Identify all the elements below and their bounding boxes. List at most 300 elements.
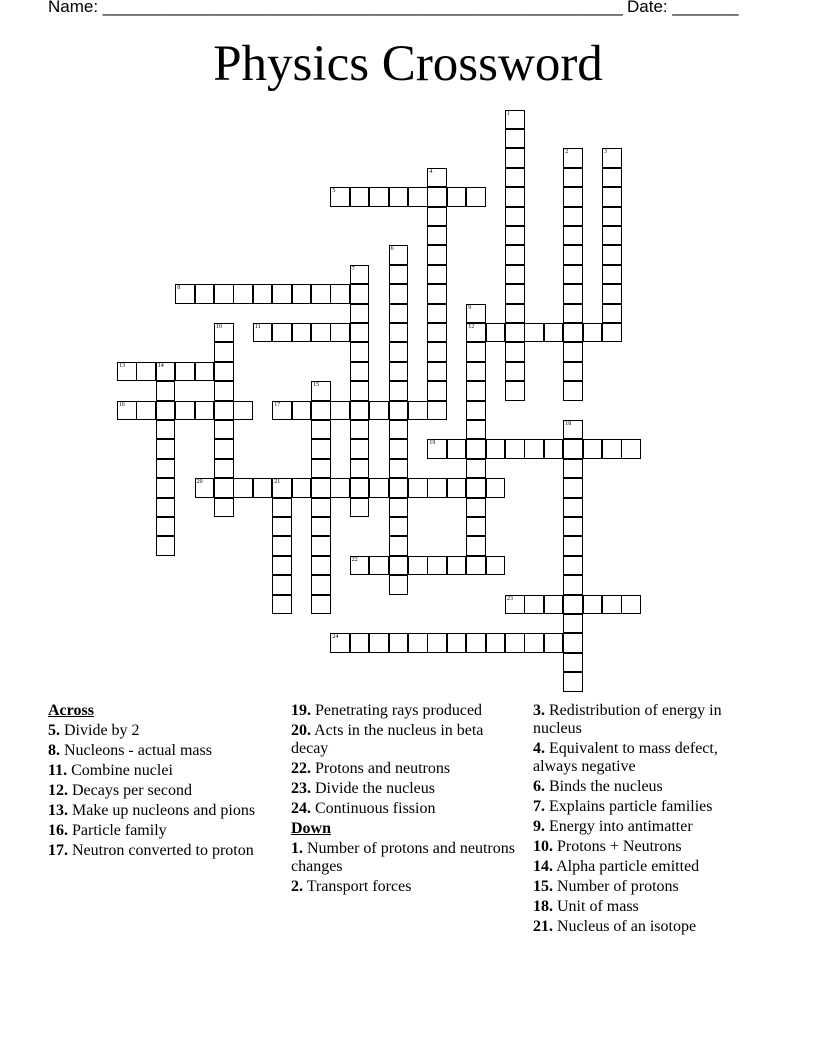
- grid-cell[interactable]: [602, 304, 622, 324]
- clue-number-label: 14: [157, 362, 164, 369]
- grid-cell[interactable]: [214, 284, 234, 304]
- clue-item: [533, 702, 758, 738]
- grid-cell[interactable]: [505, 323, 525, 343]
- grid-cell[interactable]: [563, 362, 583, 382]
- clue-text: Make up nucleons and pions: [68, 802, 256, 819]
- clue-item: [48, 762, 273, 780]
- grid-cell[interactable]: [563, 304, 583, 324]
- grid-cell[interactable]: [427, 381, 447, 401]
- grid-cell[interactable]: [389, 439, 409, 459]
- grid-cell[interactable]: [505, 129, 525, 149]
- grid-cell[interactable]: [117, 401, 137, 421]
- grid-cell[interactable]: [447, 439, 467, 459]
- grid-cell[interactable]: [563, 498, 583, 518]
- grid-cell[interactable]: [389, 323, 409, 343]
- grid-cell[interactable]: [621, 439, 641, 459]
- grid-cell[interactable]: [389, 265, 409, 285]
- clue-item: [533, 818, 758, 836]
- grid-cell[interactable]: [272, 478, 292, 498]
- clue-item: [291, 702, 516, 720]
- grid-cell[interactable]: [427, 187, 447, 207]
- grid-cell[interactable]: [389, 517, 409, 537]
- grid-cell[interactable]: [330, 187, 350, 207]
- grid-cell[interactable]: [602, 148, 622, 168]
- clue-number: 12.: [48, 782, 68, 799]
- clue-item: [291, 722, 516, 758]
- grid-cell[interactable]: [311, 556, 331, 576]
- grid-cell[interactable]: [427, 226, 447, 246]
- clue-item: [48, 822, 273, 840]
- grid-cell[interactable]: [602, 439, 622, 459]
- grid-cell[interactable]: [466, 459, 486, 479]
- grid-cell[interactable]: [292, 284, 312, 304]
- grid-cell[interactable]: [389, 459, 409, 479]
- clue-item: [291, 760, 516, 778]
- grid-cell[interactable]: [272, 284, 292, 304]
- grid-cell[interactable]: [156, 498, 176, 518]
- grid-cell[interactable]: [427, 207, 447, 227]
- grid-cell[interactable]: [583, 439, 603, 459]
- grid-cell[interactable]: [272, 323, 292, 343]
- clue-text: Acts in the nucleus in beta decay: [291, 722, 484, 757]
- grid-cell[interactable]: [272, 536, 292, 556]
- grid-cell[interactable]: [602, 207, 622, 227]
- grid-cell[interactable]: [253, 323, 273, 343]
- grid-cell[interactable]: [350, 187, 370, 207]
- grid-cell[interactable]: [505, 439, 525, 459]
- grid-cell[interactable]: [524, 323, 544, 343]
- grid-cell[interactable]: [350, 342, 370, 362]
- clue-number: 7.: [533, 798, 545, 815]
- grid-cell[interactable]: [195, 362, 215, 382]
- grid-cell[interactable]: [427, 304, 447, 324]
- grid-cell[interactable]: [505, 304, 525, 324]
- grid-cell[interactable]: [175, 284, 195, 304]
- grid-cell[interactable]: [175, 362, 195, 382]
- grid-cell[interactable]: [505, 595, 525, 615]
- grid-cell[interactable]: [563, 323, 583, 343]
- grid-cell[interactable]: [350, 439, 370, 459]
- grid-cell[interactable]: [602, 245, 622, 265]
- grid-cell[interactable]: [466, 401, 486, 421]
- grid-cell[interactable]: [466, 187, 486, 207]
- grid-cell[interactable]: [156, 420, 176, 440]
- grid-cell[interactable]: [505, 265, 525, 285]
- grid-cell[interactable]: [350, 401, 370, 421]
- clue-text: Protons and neutrons: [311, 760, 451, 777]
- grid-cell[interactable]: [447, 556, 467, 576]
- grid-cell[interactable]: [408, 401, 428, 421]
- grid-cell[interactable]: [233, 401, 253, 421]
- grid-cell[interactable]: [466, 362, 486, 382]
- grid-cell[interactable]: [427, 245, 447, 265]
- grid-cell[interactable]: [214, 439, 234, 459]
- grid-cell[interactable]: [505, 245, 525, 265]
- grid-cell[interactable]: [563, 575, 583, 595]
- grid-cell[interactable]: [563, 226, 583, 246]
- grid-cell[interactable]: [350, 304, 370, 324]
- grid-cell[interactable]: [214, 420, 234, 440]
- grid-cell[interactable]: [505, 168, 525, 188]
- clue-number-label: 7: [351, 265, 355, 272]
- grid-cell[interactable]: [563, 595, 583, 615]
- grid-cell[interactable]: [563, 381, 583, 401]
- clue-text: Redistribution of energy in nucleus: [533, 702, 722, 737]
- grid-cell[interactable]: [602, 265, 622, 285]
- grid-cell[interactable]: [350, 556, 370, 576]
- grid-cell[interactable]: [156, 381, 176, 401]
- grid-cell[interactable]: [350, 362, 370, 382]
- grid-cell[interactable]: [563, 439, 583, 459]
- grid-cell[interactable]: [311, 536, 331, 556]
- grid-cell[interactable]: [544, 633, 564, 653]
- grid-cell[interactable]: [330, 323, 350, 343]
- clue-number-label: 9: [468, 304, 472, 311]
- clue-column-3: [533, 702, 758, 938]
- clue-number-label: 17: [274, 401, 281, 408]
- grid-cell[interactable]: [389, 362, 409, 382]
- clue-number: 2.: [291, 878, 303, 895]
- clue-number-label: 8: [177, 285, 181, 292]
- grid-cell[interactable]: [156, 517, 176, 537]
- grid-cell[interactable]: [389, 536, 409, 556]
- clue-number-label: 1: [507, 110, 510, 117]
- grid-cell[interactable]: [427, 633, 447, 653]
- grid-cell[interactable]: [389, 633, 409, 653]
- grid-cell[interactable]: [311, 323, 331, 343]
- grid-cell[interactable]: [602, 323, 622, 343]
- grid-cell[interactable]: [330, 284, 350, 304]
- grid-cell[interactable]: [524, 633, 544, 653]
- clue-number: 23.: [291, 780, 311, 797]
- grid-cell[interactable]: [447, 187, 467, 207]
- grid-cell[interactable]: [544, 439, 564, 459]
- grid-cell[interactable]: [389, 342, 409, 362]
- clue-number-label: 2: [565, 149, 569, 156]
- clue-number: 13.: [48, 802, 68, 819]
- grid-cell[interactable]: [311, 595, 331, 615]
- clue-item: [291, 800, 516, 818]
- clue-number: 24.: [291, 800, 311, 817]
- grid-cell[interactable]: [544, 595, 564, 615]
- grid-cell[interactable]: [486, 556, 506, 576]
- grid-cell[interactable]: [563, 342, 583, 362]
- grid-cell[interactable]: [389, 556, 409, 576]
- grid-cell[interactable]: [272, 517, 292, 537]
- clue-number-label: 6: [390, 246, 394, 253]
- grid-cell[interactable]: [389, 304, 409, 324]
- grid-cell[interactable]: [466, 420, 486, 440]
- clue-number: 15.: [533, 878, 553, 895]
- clue-item: [533, 918, 758, 936]
- grid-cell[interactable]: [486, 478, 506, 498]
- clue-text: Number of protons and neutrons changes: [291, 840, 515, 875]
- grid-cell[interactable]: [621, 595, 641, 615]
- grid-cell[interactable]: [563, 614, 583, 634]
- grid-cell[interactable]: [583, 595, 603, 615]
- grid-cell[interactable]: [563, 420, 583, 440]
- grid-cell[interactable]: [563, 265, 583, 285]
- grid-cell[interactable]: [466, 633, 486, 653]
- grid-cell[interactable]: [350, 478, 370, 498]
- clue-text: Explains particle families: [545, 798, 713, 815]
- grid-cell[interactable]: [544, 323, 564, 343]
- grid-cell[interactable]: [350, 459, 370, 479]
- grid-cell[interactable]: [136, 362, 156, 382]
- grid-cell[interactable]: [563, 207, 583, 227]
- clue-number: 17.: [48, 842, 68, 859]
- grid-cell[interactable]: [311, 459, 331, 479]
- grid-cell[interactable]: [369, 556, 389, 576]
- grid-cell[interactable]: [292, 401, 312, 421]
- grid-cell[interactable]: [350, 265, 370, 285]
- grid-cell[interactable]: [486, 323, 506, 343]
- grid-cell[interactable]: [524, 439, 544, 459]
- grid-cell[interactable]: [563, 653, 583, 673]
- grid-cell[interactable]: [408, 478, 428, 498]
- grid-cell[interactable]: [505, 284, 525, 304]
- grid-cell[interactable]: [389, 575, 409, 595]
- grid-cell[interactable]: [311, 575, 331, 595]
- grid-cell[interactable]: [253, 284, 273, 304]
- clue-number: 6.: [533, 778, 545, 795]
- grid-cell[interactable]: [389, 381, 409, 401]
- grid-cell[interactable]: [156, 478, 176, 498]
- grid-cell[interactable]: [350, 284, 370, 304]
- grid-cell[interactable]: [233, 478, 253, 498]
- grid-cell[interactable]: [602, 187, 622, 207]
- clue-item: [48, 802, 273, 820]
- grid-cell[interactable]: [195, 401, 215, 421]
- clue-text: Protons + Neutrons: [553, 838, 682, 855]
- grid-cell[interactable]: [505, 362, 525, 382]
- grid-cell[interactable]: [369, 187, 389, 207]
- clue-item: [533, 838, 758, 856]
- clue-text: Transport forces: [303, 878, 412, 895]
- grid-cell[interactable]: [389, 284, 409, 304]
- grid-cell[interactable]: [156, 536, 176, 556]
- grid-cell[interactable]: [427, 265, 447, 285]
- grid-cell[interactable]: [389, 420, 409, 440]
- grid-cell[interactable]: [563, 556, 583, 576]
- grid-cell[interactable]: [350, 633, 370, 653]
- clue-number-label: 23: [507, 595, 513, 602]
- grid-cell[interactable]: [563, 459, 583, 479]
- clue-number: 18.: [533, 898, 553, 915]
- date-field[interactable]: Date: _______: [627, 0, 739, 16]
- clue-number-label: 20: [196, 479, 203, 486]
- grid-cell[interactable]: [505, 381, 525, 401]
- grid-cell[interactable]: [272, 498, 292, 518]
- grid-cell[interactable]: [427, 284, 447, 304]
- clue-text: Nucleons - actual mass: [60, 742, 212, 759]
- grid-cell[interactable]: [214, 478, 234, 498]
- grid-cell[interactable]: [311, 420, 331, 440]
- clue-number: 14.: [533, 858, 553, 875]
- grid-cell[interactable]: [427, 168, 447, 188]
- clue-number-label: 24: [332, 634, 339, 641]
- grid-cell[interactable]: [602, 284, 622, 304]
- grid-cell[interactable]: [389, 478, 409, 498]
- grid-cell[interactable]: [563, 284, 583, 304]
- grid-cell[interactable]: [602, 168, 622, 188]
- grid-cell[interactable]: [427, 439, 447, 459]
- grid-cell[interactable]: [214, 362, 234, 382]
- grid-cell[interactable]: [466, 439, 486, 459]
- grid-cell[interactable]: [466, 556, 486, 576]
- grid-cell[interactable]: [389, 187, 409, 207]
- grid-cell[interactable]: [311, 517, 331, 537]
- grid-cell[interactable]: [505, 633, 525, 653]
- grid-cell[interactable]: [156, 362, 176, 382]
- grid-cell[interactable]: [350, 498, 370, 518]
- grid-cell[interactable]: [563, 536, 583, 556]
- grid-cell[interactable]: [427, 478, 447, 498]
- grid-cell[interactable]: [214, 401, 234, 421]
- grid-cell[interactable]: [214, 323, 234, 343]
- grid-cell[interactable]: [311, 498, 331, 518]
- grid-cell[interactable]: [563, 517, 583, 537]
- grid-cell[interactable]: [427, 362, 447, 382]
- grid-cell[interactable]: [350, 323, 370, 343]
- grid-cell[interactable]: [311, 401, 331, 421]
- grid-cell[interactable]: [563, 148, 583, 168]
- grid-cell[interactable]: [505, 207, 525, 227]
- clue-number: 22.: [291, 760, 311, 777]
- grid-cell[interactable]: [447, 633, 467, 653]
- grid-cell[interactable]: [466, 478, 486, 498]
- clue-item: [533, 878, 758, 896]
- grid-cell[interactable]: [389, 498, 409, 518]
- grid-cell[interactable]: [117, 362, 137, 382]
- grid-cell[interactable]: [563, 245, 583, 265]
- grid-cell[interactable]: [272, 401, 292, 421]
- clue-item: [533, 778, 758, 796]
- clue-text: Continuous fission: [311, 800, 436, 817]
- clue-number: 19.: [291, 702, 311, 719]
- grid-cell[interactable]: [330, 478, 350, 498]
- clue-number-label: 15: [313, 382, 319, 389]
- clue-text: Nucleus of an isotope: [553, 918, 697, 935]
- grid-cell[interactable]: [563, 672, 583, 692]
- clue-heading: Down: [291, 820, 332, 837]
- grid-cell[interactable]: [350, 381, 370, 401]
- grid-cell[interactable]: [466, 536, 486, 556]
- grid-cell[interactable]: [563, 187, 583, 207]
- grid-cell[interactable]: [466, 342, 486, 362]
- grid-cell[interactable]: [602, 595, 622, 615]
- grid-cell[interactable]: [311, 478, 331, 498]
- clue-text: Penetrating rays produced: [311, 702, 483, 719]
- grid-cell[interactable]: [427, 401, 447, 421]
- clue-number-label: 10: [216, 323, 222, 330]
- grid-cell[interactable]: [563, 633, 583, 653]
- clue-number: 3.: [533, 702, 545, 719]
- grid-cell[interactable]: [563, 168, 583, 188]
- grid-cell[interactable]: [389, 245, 409, 265]
- grid-cell[interactable]: [311, 439, 331, 459]
- grid-cell[interactable]: [233, 284, 253, 304]
- grid-cell[interactable]: [214, 459, 234, 479]
- clue-text: Decays per second: [68, 782, 192, 799]
- grid-cell[interactable]: [369, 633, 389, 653]
- grid-cell[interactable]: [214, 342, 234, 362]
- grid-cell[interactable]: [505, 148, 525, 168]
- name-field[interactable]: Name: _______________________________________________________: [48, 0, 623, 16]
- grid-cell[interactable]: [427, 342, 447, 362]
- grid-cell[interactable]: [466, 381, 486, 401]
- grid-cell[interactable]: [156, 439, 176, 459]
- grid-cell[interactable]: [195, 284, 215, 304]
- clue-text: Binds the nucleus: [545, 778, 663, 795]
- grid-cell[interactable]: [195, 478, 215, 498]
- clue-number-label: 13: [119, 362, 125, 369]
- grid-cell[interactable]: [311, 284, 331, 304]
- clue-item: [48, 742, 273, 760]
- grid-cell[interactable]: [292, 323, 312, 343]
- grid-cell[interactable]: [602, 226, 622, 246]
- grid-cell[interactable]: [486, 633, 506, 653]
- clue-number: 10.: [533, 838, 553, 855]
- grid-cell[interactable]: [408, 556, 428, 576]
- clue-number: 8.: [48, 742, 60, 759]
- grid-cell[interactable]: [389, 401, 409, 421]
- grid-cell[interactable]: [408, 633, 428, 653]
- grid-cell[interactable]: [214, 381, 234, 401]
- grid-cell[interactable]: [427, 323, 447, 343]
- grid-cell[interactable]: [272, 575, 292, 595]
- grid-cell[interactable]: [563, 478, 583, 498]
- grid-cell[interactable]: [466, 517, 486, 537]
- grid-cell[interactable]: [369, 401, 389, 421]
- grid-cell[interactable]: [311, 381, 331, 401]
- grid-cell[interactable]: [292, 478, 312, 498]
- grid-cell[interactable]: [505, 226, 525, 246]
- grid-cell[interactable]: [272, 556, 292, 576]
- clue-column-2: [291, 702, 516, 898]
- grid-cell[interactable]: [330, 401, 350, 421]
- grid-cell[interactable]: [466, 498, 486, 518]
- grid-cell[interactable]: [330, 633, 350, 653]
- grid-cell[interactable]: [369, 478, 389, 498]
- grid-cell[interactable]: [505, 187, 525, 207]
- grid-cell[interactable]: [524, 595, 544, 615]
- grid-cell[interactable]: [486, 439, 506, 459]
- grid-cell[interactable]: [214, 498, 234, 518]
- clue-number-label: 19: [429, 440, 436, 447]
- grid-cell[interactable]: [447, 478, 467, 498]
- grid-cell[interactable]: [253, 478, 273, 498]
- grid-cell[interactable]: [156, 459, 176, 479]
- clue-text: Equivalent to mass defect, always negative: [533, 740, 718, 775]
- grid-cell[interactable]: [156, 401, 176, 421]
- grid-cell[interactable]: [350, 420, 370, 440]
- grid-cell[interactable]: [175, 401, 195, 421]
- grid-cell[interactable]: [466, 323, 486, 343]
- clue-item: [533, 898, 758, 916]
- grid-cell[interactable]: [136, 401, 156, 421]
- grid-cell[interactable]: [408, 187, 428, 207]
- clue-number-label: 12: [468, 323, 475, 330]
- grid-cell[interactable]: [505, 342, 525, 362]
- grid-cell[interactable]: [427, 556, 447, 576]
- grid-cell[interactable]: [272, 595, 292, 615]
- clue-number-label: 3: [604, 149, 607, 156]
- clue-column-1: [48, 702, 273, 862]
- grid-cell[interactable]: [583, 323, 603, 343]
- grid-cell[interactable]: [505, 110, 525, 130]
- grid-cell[interactable]: [466, 304, 486, 324]
